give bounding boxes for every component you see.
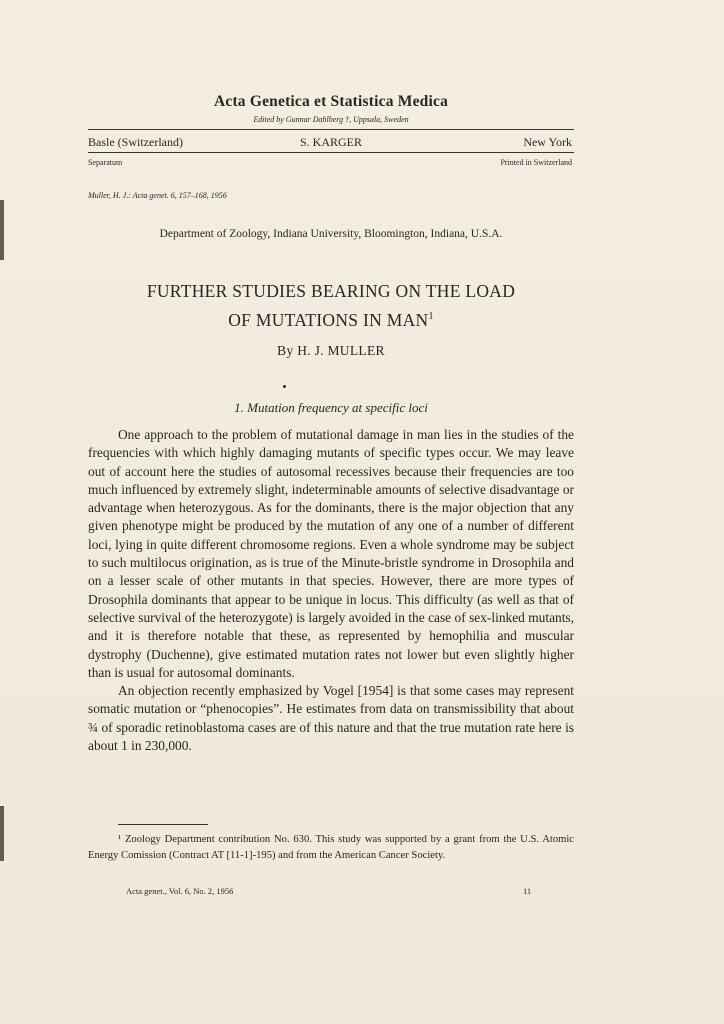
paragraph: One approach to the problem of mutational damage in man lies in the studies of the frequencies with which highly damaging mutants of specific types occur. We may leave out of account here the studies of autosomal recessives because their frequencies are too much influenced by extremely slight, indeterminable amounts of selective disadvantage or advantage when heterozygous. As for the dominants, there is the major objection that any given phenotype might be produced by the mutation of any one of a number of different loci, lying in quite different chromosome regions. Even a whole syndrome may be subject to such multilocus origination, as is true of the Minute-bristle syndrome in Drosophila and on a lesser scale of other mutants in that species. However, there are more types of Drosophila dominants that appear to be unique in locus. This difficulty (as well as that of selective survival of the heterozygote) is largely avoided in the case of sex-linked mutants, and it is therefore notable that these, as represented by hemophilia and muscular dystrophy (Duchenne), give estimated mutation rates not lower but even slightly higher than is usual for autosomal dominants. xyxy=(88,427,574,680)
header-rule xyxy=(88,129,574,130)
page-edge-mark xyxy=(0,806,4,861)
title-line-2: OF MUTATIONS IN MAN$^1$ xyxy=(228,309,434,330)
paragraph: An objection recently emphasized by Vogel [1954] is that some cases may represent somatic mutation or “phenocopies”. He estimates from data on transmissibility that about ¾ of sporadic retinoblastoma cases are of this nature and that the true mutation rate here is about 1 in 230,000. xyxy=(88,683,574,754)
header-rule xyxy=(88,152,574,153)
footnote-rule xyxy=(118,824,208,825)
body-text xyxy=(88,426,574,755)
footer-journal-ref: Acta genet., Vol. 6, No. 2, 1956 xyxy=(126,886,234,896)
publisher: S. KARGER xyxy=(299,135,362,149)
page-edge-mark xyxy=(0,200,4,260)
author: By H. J. MULLER xyxy=(277,343,385,358)
printed-label: Printed in Switzerland xyxy=(500,158,572,167)
page-number: 11 xyxy=(523,886,532,896)
journal-title: Acta Genetica et Statistica Medica xyxy=(213,93,449,110)
offprint-label: Separatum xyxy=(88,158,123,167)
department: Department of Zoology, Indiana University, Bloomington, Indiana, U.S.A. xyxy=(159,228,503,240)
citation: Muller, H. J.: Acta genet. 6, 157–168, 1956 xyxy=(88,191,227,200)
place: Basle (Switzerland) xyxy=(88,135,183,149)
title-line-1: FURTHER STUDIES BEARING ON THE LOAD xyxy=(146,281,516,301)
editor-line: Edited by Gunnar Dahlberg †, Uppsala, Sweden xyxy=(253,115,409,124)
footnote-marker: 1 xyxy=(428,311,434,322)
section-heading: 1. Mutation frequency at specific loci xyxy=(234,400,428,415)
city: New York xyxy=(523,135,572,149)
decorative-dot xyxy=(283,385,286,388)
footnote: ¹ Zoology Department contribution No. 630. This study was supported by a grant from the U.S. Atomic Energy Comission (Contract AT [11-1]-195) and from the American Cancer Society. xyxy=(88,834,574,861)
article-title xyxy=(88,279,574,333)
